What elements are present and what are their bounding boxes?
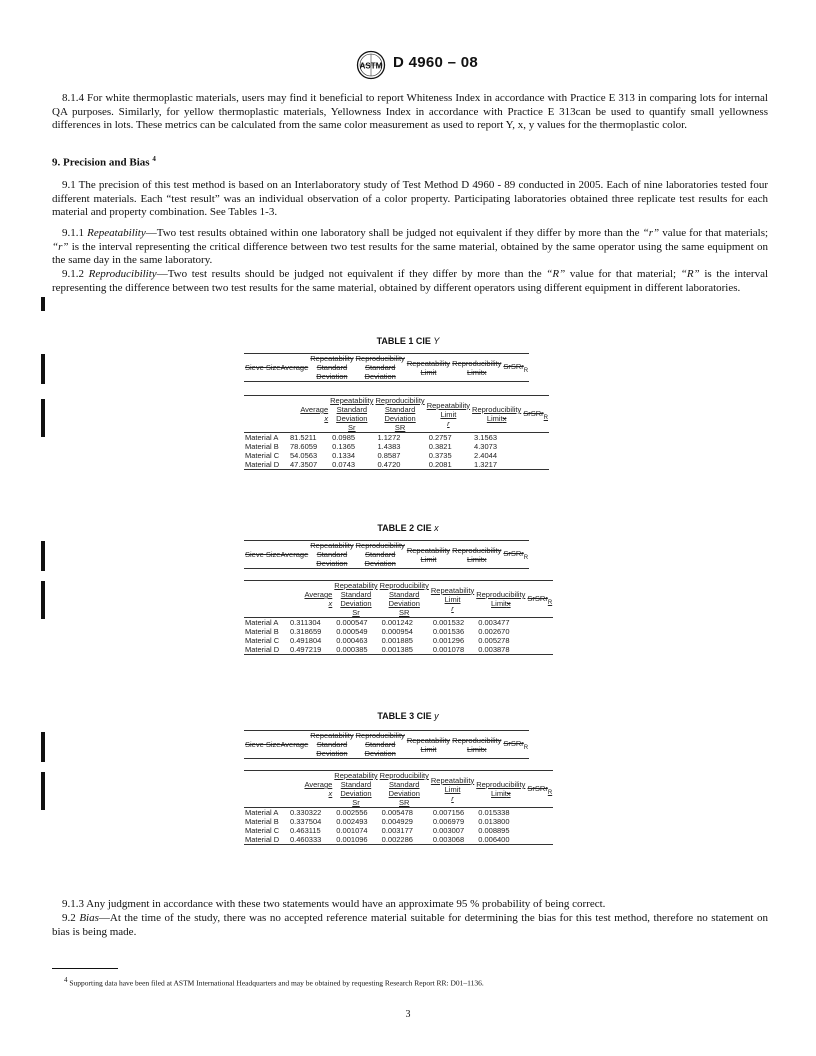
clause-number: 9.2 <box>62 912 76 924</box>
page-header <box>0 50 816 80</box>
text-part: —Two test results obtained within one laboratory shall be judged not equivalent if they differ by more than the <box>145 227 640 239</box>
table-label: TABLE 3 CIE <box>377 711 432 721</box>
table-cell: 0.460333 <box>288 835 333 845</box>
header-cell: Repeatability Standard Deviation <box>310 541 354 568</box>
table-cell <box>522 460 549 470</box>
section-heading <box>52 155 156 169</box>
header-cell: Repeatability Standard Deviation <box>310 354 354 381</box>
header-cell: Repeatability Limit r <box>426 396 471 433</box>
table-cell: 0.002556 <box>336 808 368 817</box>
document-id: D 4960 – 08 <box>393 54 479 71</box>
table-row <box>244 433 549 443</box>
header-cell: Sieve SizeAverage <box>244 354 309 382</box>
table-row <box>244 817 553 826</box>
clause-number: 9.1.2 <box>62 268 84 280</box>
table-cell <box>526 835 553 845</box>
table-cell: 0.491804 <box>290 636 322 645</box>
table-cell: 1.4383 <box>377 442 401 451</box>
table-cell: 0.003878 <box>475 645 526 655</box>
table-cell: 0.000385 <box>333 645 378 655</box>
table-cell: 0.1365 <box>332 442 356 451</box>
footnote <box>64 976 484 988</box>
table-cell: 0.013800 <box>478 817 510 826</box>
table-cell: 0.008895 <box>478 826 510 835</box>
table-cell: 0.318659 <box>290 627 322 636</box>
table-cell: 0.000549 <box>336 627 368 636</box>
table-cell: 0.002670 <box>478 627 510 636</box>
table-cell <box>526 826 553 835</box>
table-cell: Material B <box>245 627 279 636</box>
table-cell: 1.1272 <box>377 433 401 442</box>
astm-logo-icon <box>356 50 386 80</box>
table-cell: 0.000954 <box>381 627 413 636</box>
paragraph-text <box>52 912 768 939</box>
header-cell <box>244 581 288 618</box>
header-cell: Sieve SizeAverage <box>244 731 309 759</box>
text-part: —Two test results should be judged not equivalent if they differ by more than the <box>156 268 542 280</box>
table-title <box>0 336 816 346</box>
header-cell: Reproducibility Standard Deviation <box>355 731 405 758</box>
header-cell: Reproducibility Limitx <box>451 541 502 569</box>
table-cell <box>526 645 553 655</box>
data-table <box>244 580 553 655</box>
table-row <box>244 627 553 636</box>
table-cell: Material C <box>245 636 280 645</box>
table-cell: 0.463115 <box>290 826 321 835</box>
table-cell: 0.003007 <box>432 826 465 835</box>
header-cell: SrSRr$_R$ <box>502 731 529 759</box>
table-cell: Material A <box>245 808 279 817</box>
table-cell: Material B <box>245 442 279 451</box>
table-cell: Material D <box>244 835 288 845</box>
table-row <box>244 460 549 470</box>
table-cell: 0.000547 <box>336 618 368 627</box>
table-cell: 0.002493 <box>336 817 368 826</box>
table-cell: 0.001296 <box>432 636 465 645</box>
table-cell: 1.3217 <box>471 460 522 470</box>
change-bar <box>41 732 45 762</box>
term: Repeatability <box>87 227 146 239</box>
text-part: —At the time of the study, there was no accepted reference material suitable for determining the bias for this test method, therefore no statement on bias is being made. <box>52 912 768 938</box>
table-cell: 0.4720 <box>374 460 425 470</box>
table-cell: Material D <box>244 460 288 470</box>
paragraph-9-1 <box>52 179 768 220</box>
table-cell: 0.497219 <box>288 645 333 655</box>
header-cell: Reproducibility Limitx <box>475 581 526 618</box>
table-cell: Material C <box>245 826 280 835</box>
text-part: is the interval representing the critical difference between two test results for the same material, obtained by the same operator using the same equipment on the same day in the same laboratory. <box>52 240 768 267</box>
table-cell: 4.3073 <box>474 442 497 451</box>
change-bar <box>41 772 45 810</box>
table-cell: 78.6059 <box>290 442 318 451</box>
table-cell <box>526 817 553 826</box>
table-cell <box>526 627 553 636</box>
header-cell: Repeatability Limit <box>406 731 451 759</box>
header-cell: SrSRr$_R$ <box>526 771 553 808</box>
table-cell: 0.0985 <box>332 433 356 442</box>
footnote-mark: 4 <box>64 976 68 984</box>
clause-number: 9.1.1 <box>62 227 84 239</box>
header-cell: Reproducibility Standard Deviation <box>355 354 405 381</box>
table-symbol: Y <box>433 336 440 346</box>
table-cell: 0.001078 <box>430 645 475 655</box>
term: Bias <box>79 912 99 924</box>
footnote-divider <box>52 968 118 969</box>
header-cell: Repeatability Limit <box>406 354 451 382</box>
table-cell <box>526 808 553 818</box>
table-label: TABLE 2 CIE <box>377 523 432 533</box>
table-row <box>244 826 553 835</box>
table-cell: 0.001532 <box>432 618 465 627</box>
header-cell <box>244 771 288 808</box>
table-cell: 0.007156 <box>432 808 465 817</box>
table-cell: 0.002286 <box>379 835 430 845</box>
text-part: value for that materials; <box>662 227 769 239</box>
change-bar <box>41 399 45 437</box>
table-row <box>244 645 553 655</box>
header-cell: Average x <box>288 581 333 618</box>
section-title: 9. Precision and Bias <box>52 156 150 169</box>
paragraph-9-1-1 <box>52 227 768 268</box>
table-cell: 0.3735 <box>428 451 452 460</box>
header-cell: Reproducibility Standard Deviation SR <box>375 396 425 432</box>
header-cell: Repeatability Limit r <box>430 581 475 618</box>
paragraph-text: 9.1.3 Any judgment in accordance with these two statements would have an approximate 95 % probability of being correct. <box>62 898 606 910</box>
table-label: TABLE 1 CIE <box>376 336 431 346</box>
table-title <box>0 711 816 721</box>
change-bar <box>41 541 45 571</box>
symbol: “R” <box>546 268 566 280</box>
table-cell: 0.003177 <box>381 826 413 835</box>
header-cell: Repeatability Standard Deviation <box>310 731 354 758</box>
table-cell <box>522 433 549 443</box>
change-bar <box>41 581 45 619</box>
table-symbol: x <box>434 523 439 533</box>
table-cell: Material B <box>245 817 279 826</box>
header-cell: SrSRr$_R$ <box>502 354 529 382</box>
table-cell: 0.001242 <box>381 618 413 627</box>
header-cell: Repeatability Limit r <box>430 771 475 808</box>
paragraph-9-1-2 <box>52 268 768 295</box>
table-cell: 0.3821 <box>428 442 452 451</box>
table-cell: 0.001885 <box>381 636 413 645</box>
table-cell <box>526 618 553 628</box>
table-cell: 0.015338 <box>478 808 510 817</box>
table-cell: 0.001536 <box>432 627 465 636</box>
table-cell <box>522 442 549 451</box>
table-cell: Material A <box>245 618 279 627</box>
table-cell: 0.006400 <box>475 835 526 845</box>
table-cell: 0.0743 <box>329 460 374 470</box>
header-cell: Sieve SizeAverage <box>244 541 309 569</box>
table-cell: 0.001385 <box>379 645 430 655</box>
table-cell: 0.003068 <box>430 835 475 845</box>
table-row <box>244 835 553 845</box>
page-number: 3 <box>405 1009 411 1020</box>
table-cell: 0.005478 <box>381 808 413 817</box>
table-cell: 0.1334 <box>332 451 356 460</box>
table-row <box>244 451 549 460</box>
table-cell: 0.2081 <box>426 460 471 470</box>
table-cell: 0.001096 <box>333 835 378 845</box>
table-cell: 0.2757 <box>428 433 452 442</box>
table-cell: 47.3507 <box>288 460 329 470</box>
paragraph-9-2 <box>52 912 768 939</box>
header-cell: Repeatability Standard Deviation Sr <box>330 396 374 432</box>
table-cell: 0.8587 <box>377 451 401 460</box>
header-cell: Repeatability Standard Deviation Sr <box>334 771 378 807</box>
table-cell: 0.005278 <box>478 636 510 645</box>
table-cell: 81.5211 <box>290 433 317 442</box>
header-cell: Reproducibility Limitx <box>451 731 502 759</box>
paragraph-text <box>52 268 768 295</box>
svg-text:ASTM: ASTM <box>359 61 383 71</box>
footnote-ref: 4 <box>152 155 156 163</box>
header-cell: Repeatability Standard Deviation Sr <box>334 581 378 617</box>
change-bar <box>41 297 45 311</box>
table-cell: Material A <box>245 433 279 442</box>
symbol: “R” <box>680 268 700 280</box>
deleted-header <box>244 730 529 759</box>
text-part: value for that material; <box>569 268 677 280</box>
header-cell: Reproducibility Limitx <box>471 396 522 433</box>
footnote-text: Supporting data have been filed at ASTM International Headquarters and may be obtained by requesting Research Report RR: D01–1136. <box>69 978 484 988</box>
table-cell: 0.004929 <box>381 817 413 826</box>
table-cell: 2.4044 <box>474 451 497 460</box>
table-cell: 0.000463 <box>336 636 368 645</box>
header-cell: Reproducibility Limitx <box>475 771 526 808</box>
table-cell <box>522 451 549 460</box>
table-row <box>244 808 553 818</box>
header-cell: Average x <box>288 771 333 808</box>
table-cell: 0.337504 <box>290 817 322 826</box>
header-cell <box>244 396 288 433</box>
table-cell: 54.0563 <box>290 451 318 460</box>
header-cell: Reproducibility Standard Deviation SR <box>379 771 429 807</box>
table-cell: 0.330322 <box>290 808 322 817</box>
paragraph-text: 8.1.4 For white thermoplastic materials, users may find it beneficial to report Whiteness Index in accordance with Practice E 313 in comparing lots for internal QA purposes. Similarly, for yellow thermoplastic materials, Yellowness Index in accordance with Practice E 313can be used to quantify small yellowness differences in lots. These metrics can be calculated from the same color measurement as used to report Y, x, y values for the thermoplastic color. <box>52 92 768 132</box>
table-title <box>0 523 816 533</box>
header-cell: Repeatability Limit <box>406 541 451 569</box>
table-cell: 0.311304 <box>290 618 321 627</box>
deleted-header <box>244 353 529 382</box>
change-bar <box>41 354 45 384</box>
deleted-header <box>244 540 529 569</box>
table-cell: 0.001074 <box>336 826 368 835</box>
paragraph-text: 9.1 The precision of this test method is based on an Interlaboratory study of Test Method D 4960 - 89 conducted in 2005. Each of nine laboratories tested four different materials. Each “test result” was an individual observation of a color property. Participating laboratories obtained three replicate test results for each material and property combination. See Tables 1-3. <box>52 179 768 219</box>
header-cell: Reproducibility Standard Deviation <box>355 541 405 568</box>
header-cell: SrSRr$_R$ <box>526 581 553 618</box>
symbol: “r” <box>642 227 660 239</box>
table-cell: Material D <box>244 645 288 655</box>
table-symbol: y <box>434 711 439 721</box>
table-cell: 3.1563 <box>474 433 497 442</box>
table-cell <box>526 636 553 645</box>
data-table <box>244 770 553 845</box>
table-row <box>244 442 549 451</box>
paragraph-text <box>52 227 768 268</box>
table-cell: 0.003477 <box>478 618 510 627</box>
term: Reproducibility <box>88 268 157 280</box>
data-table <box>244 395 549 470</box>
header-cell: Average x <box>288 396 329 433</box>
header-cell: SrSRr$_R$ <box>522 396 549 433</box>
table-cell: Material C <box>245 451 280 460</box>
table-cell: 0.006979 <box>432 817 465 826</box>
table-row <box>244 618 553 628</box>
table-row <box>244 636 553 645</box>
header-cell: Reproducibility Limitx <box>451 354 502 382</box>
paragraph-8-1-4 <box>52 92 768 133</box>
text-part: is the interval representing the difference between two test results for the same material, obtained by different operators using different equipment in different laboratories. <box>52 268 769 294</box>
paragraph-9-1-3 <box>52 898 768 912</box>
header-cell: SrSRr$_R$ <box>502 541 529 569</box>
symbol: “r” <box>52 240 69 253</box>
header-cell: Reproducibility Standard Deviation SR <box>379 581 429 617</box>
